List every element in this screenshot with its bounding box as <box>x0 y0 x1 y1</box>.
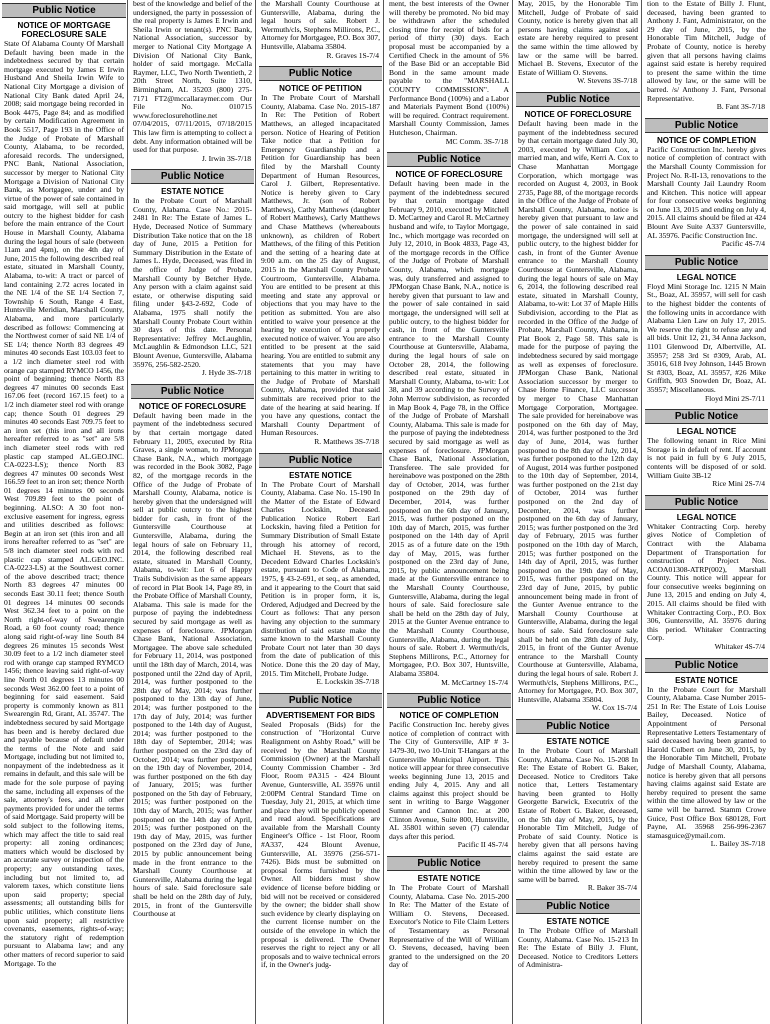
legal-notice <box>518 917 638 970</box>
column-1 <box>0 0 128 1024</box>
notice-body: Default having been made in the payment of the indebtedness secured by that certain mortgage dated February 9, 2010, executed by Mitchell D. McCartney and Carol R. McCartney husband and wife, to Taylor Mortgage, Inc., which mortgage was recorded on July 12, 2010, in Book 4833, Page 43, of the mortgage records in the Office of the Judge of Probate of Marshall County, Alabama, which mortgage was, duly transferred and assigned to JPMorgan Chase Bank, N.A., notice is hereby given that pursuant to law and the power of sale contained in said mortgage, the undersigned will sell at public outcry, to the highest bidder for cash, in front of the Guntersville entrance to the Marshall County Courthouse at Guntersville, Alabama, during the legal hours of sale on October 28, 2014, the following described real estate, situated in Marshall County, Alabama, to-wit: Lot 38, and 39 according to the Survey of John Merrow subdivision, as recorded in Map Book 4, Page 78, in the Office of the Judge of Probate of Marshall County, Alabama. This sale is made for the purpose of paying the indebtedness secured by said mortgage as well as expenses of foreclosure. JPMorgan Chase Bank, National Association, Transferee. The sale provided for hereinabove was postponed on the 28th day of October, 2014, was further postponed on the 29th day of December, 2014, was further postponed on the 6th day of January, 2015, was further postponed on the 10th day of March, 2015, was further postponed on the 14th day of April 2015 as of a future date on the 19th day of May, 2015, was further postponed on the 23rd day of June, 2015, by public announcement being made at the Guntersville entrance to the Marshall County Courthouse, Guntersville, Alabama, during the legal hours of sale. Said foreclosure sale shall be held on the 28th day of July, 2015 at the Gunter Avenue entrance to the Marshall County Courthouse, Guntersville, Alabama, during the legal hours of sale. Robert J. Wermuth/cls, Stephens Millirons, P.C., Attorney for Mortgagee, P.O. Box 307, Huntsville, Alabama 35804. <box>389 179 509 678</box>
notice-signature: R. Matthews 3S-7/18 <box>314 436 379 446</box>
legal-notice <box>261 471 380 687</box>
notice-title: NOTICE OF MORTGAGE FORECLOSURE SALE <box>17 21 111 39</box>
notice-signature: W. Cox 1S-7/4 <box>591 703 637 713</box>
notice-title: LEGAL NOTICE <box>676 272 737 282</box>
legal-notice <box>389 0 509 146</box>
notice-body: State Of Alabama County Of Marshall Default having been made in the indebtedness secured by that certain mortgage executed by James E Irwin Husband And Sheila Irwin Wife to National City Mortgage a division of National City Bank dated April 24, 2008; said mortgage being recorded in Book 4475, Page 84; and as modified by certain Modification Agreement in Book 5517, Page 193 in the Office of the Judge of Probate of Marshall County, Alabama, to be recorded, aforesaid records. The undersigned, PNC Bank, National Association, successor by merger to National City Mortgage a Division of National City Bank, as Mortgagee, under and by virtue of the power of sale contained in said mortgage, will sell at public outcry to the highest bidder for cash before the main entrance of the Court House in Marshall County, Alabama during the legal hours of sale (between 11am and 4pm), on the 4th day of June, 2015 the following described real estate, situated in Marshall County, Alabama, to-wit: A tract or parcel of land containing 2.72 acres located in the NE 1/4 of the SE 1/4 Section 7, Township 6 South, Range 4 East, Huntsville Meridian, Marshall County, Alabama, and more particularly described as follows: Commencing at the Northwest corner of said NE 1/4 of SE 1/4; thence North 83 degrees 49 minutes 40 seconds East 103.03 feet to a 1/2 inch diameter steel rod with orange cap stamped RYMCO 1456, the point of beginning; thence North 83 degrees 47 minutes 00 seconds East 167.06 feet (record 167.15 feet) to a 1/2 inch diameter steel rod with orange cap; thence South 01 degrees 29 minutes 40 seconds East 709.75 feet to an iron set (this iron and all irons hereafter referred to as "set" are 5/8 inch diameter steel rods with red plastic cap stamped AL.GEO.INC. CA-0223-LS); thence North 83 degrees 47 minutes 00 seconds West 166.59 feet to an iron set; thence North 01 degrees 14 minutes 00 seconds West 709.89 feet to the point of beginning. ALSO: A 30 foot non-exclusive easement for ingress, egress and utilities described as follows: Begin at an iron set (this iron and all irons hereafter referred to as "set" are 5/8 inch diameter steel rods with red plastic cap stamped AL.GEO.INC. CA-0223-LS) at the Southwest corner of the above described tract; thence North 83 degrees 47 minutes 00 seconds East 30.11 feet; thence South 01 degrees 14 minutes 00 seconds West 362.34 feet to a point on the North right-of-way of Swearengin Road, a 60 foot county road; thence along said right-of-way line South 84 degrees 26 minutes 15 seconds West 30.09 feet to a 1/2 inch diameter steel rod with orange cap stamped RYMCO 1456; thence leaving said right-of-way line North 01 degrees 13 minutes 00 seconds West 362.00 feet to a point of beginning for said easement. Said property is commonly known as 811 Swearengin Rd, Grant, AL 35747. The indebtedness secured by said Mortgage has been and is hereby declared due and payable because of default under the terms of the Note and said Mortgage, including but not limited to, nonpayment of the indebtedness as it remains in default, and this sale will be made for the sole purpose of paying the same, including all expenses of the sale, attorney's fees, and all other payments provided for under the terms of said Mortgage. Said property will be sold subject to the following items, which may affect the title to said real property: all zoning ordinances; matters which would be disclosed by an accurate survey or inspection of the property; any outstanding taxes, including but not limited to, ad valorem taxes, which constitute liens upon said property; special assessments; all outstanding bills for public utilities, which constitute liens upon said property; all restrictive covenants, easements, rights-of-way; the statutory right of redemption pursuant to Alabama law; and any other matters of record superior to said Mortgage. To the <box>4 39 124 968</box>
notice-signature: R. Baker 3S-7/4 <box>587 883 637 893</box>
notice-title: NOTICE OF FORECLOSURE <box>138 401 247 411</box>
notice-signature: B. Fant 3S-7/18 <box>716 102 765 112</box>
notice-body: In the Probate Court of Marshall County, Alabama. Case No. 15-208 In Re: The Estate of Robert G. Baker, Deceased. Notice to Creditors Take notice that, Letters Testamentary having been granted to Holly Georgette Barwick, Executrix of the Estate of Robert G. Baker, deceased, on the 5th day of May, 2015, by the Honorable Tim Mitchell, Judge of Probate of said County. Notice is hereby given that all persons having claims against the said estate are hereby required to present the same within the time allowed by law or the same will be barred. <box>518 745 638 884</box>
legal-notice <box>518 737 638 893</box>
notice-body: The following tenant in Rice Mini Storage is in default of rent. If account is not paid in full by 6 July 2015, contents will be disposed of or sold. William Guite 3B-12 <box>647 436 766 480</box>
section-header: Public Notice <box>387 856 511 871</box>
legal-notice <box>133 0 252 163</box>
notice-title: NOTICE OF COMPLETION <box>399 711 499 721</box>
notice-body: Pacific Construction Inc. hereby gives notice of completion of contract with the Marshall County Commission for Project No. R-II-13, renovations to the Marshall County Jail Laundry Room and Kitchen. This notice will appear for four consecutive weeks beginning on June 13, 2015 and ending on July 4, 2015. All claims should be filed at 424 Blount Ave Suite A337 Guntersville, AL 35976. Pacific Construction Inc. <box>647 144 766 240</box>
notice-signature: M. McCartney 1S-7/4 <box>441 677 508 687</box>
section-header: Public Notice <box>645 118 768 133</box>
section-header: Public Notice <box>387 152 511 167</box>
notice-title: NOTICE OF FORECLOSURE <box>524 109 632 119</box>
notice-signature: R. Graves 1S-7/4 <box>326 50 379 60</box>
notice-body: tion to the Estate of Billy J. Flunt, deceased, having been granted to Anthony J. Fant, Administrator, on the 29 day of June, 2015, by the Honorable Tim Mitchell, Judge of Probate of County, notice is hereby given that all persons having claims against said estate is hereby required to present the same within the time allowed by law, or the same will be barred. /s/ Anthony J. Fant, Personal Representative. <box>647 0 766 103</box>
notice-signature: E. Lockskin 3S-7/18 <box>316 677 379 687</box>
section-header: Public Notice <box>2 3 126 18</box>
notice-signature: L. Bailey 3S-7/18 <box>710 839 765 849</box>
legal-notice <box>647 136 766 249</box>
section-header: Public Notice <box>645 409 768 424</box>
notice-title: ESTATE NOTICE <box>417 874 481 884</box>
section-header: Public Notice <box>516 92 640 107</box>
notice-signature: J. Irwin 3S-7/18 <box>201 153 251 163</box>
notice-body: Default having been made in the payment of the indebtedness secured by that certain mortgage dated February 11, 2005, executed by Rita Graves, a single woman, to JPMorgan Chase Bank, N.A., which mortgage was recorded in the Book 3082, Page 82, of the mortgage records in the Office of the Judge of Probate of Marshall County, Alabama, notice is hereby given that the undersigned will sell at public outcry to the highest bidder for cash, in front of the Guntersville Courthouse at Guntersville, Alabama, during the legal hours of sale on February 11, 2014, the following described real estate, situated in Marshall County, Alabama, to-wit: Lot 6 of Happy Trails Subdivision as the same appears of record in Plat Book 14, Page 89, in the Probate Office of Marshall County, Alabama. This sale is made for the purpose of paying the indebtedness secured by said mortgage as well as expenses of foreclosure. JPMorgan Chase Bank, National Association, Mortgagee. The above sale scheduled for February 11, 2014, was postponed until the 18th day of March, 2014, was postponed until the 22nd day of April, 2014, was further postponed to the 28th day of May, 2014; was further postponed to the 13th day of June, 2014; was further postponed to the 17th day of July, 2014; was further postponed to the 14th day of August, 2014; was further postponed to the 18th day of September, 2014; was further postponed on the 23rd day of October, 2014; was further postponed on the 19th day of November, 2014, was further postponed on the 6th day of January, 2015; was further postponed on the 5th day of February, 2015; was further postponed on the 10th day of March, 2015; was further postponed on the 14th day of April, 2015; was further postponed on the 19th day of May, 2015, was further postponed on the 23rd day of June, 2015 by public announcement being made in the front entrance to the Marshall County Courthouse at Guntersville, Alabama during the legal hours of sale. Said foreclosure sale shall be held on the 28th day of July, 2015, in front of the Guntersville Courthouse at <box>133 410 252 919</box>
section-header: Public Notice <box>259 693 382 708</box>
section-header: Public Notice <box>259 453 382 468</box>
legal-notice <box>261 711 380 970</box>
notice-body: In the Probate Court for Marshall County, Alabama. Case Number 2015-251 In Re: The Estate of Lois Louise Bailey, Deceased. Notice of Appointment of Personal Representative Letters Testamentary of said deceased having been granted to Harold Culbert on June 30, 2015, by the Honorable Tim Mitchell, Probate Judge of Marshall County, Alabama, notice is hereby given that all persons having claims against said Estate are hereby required to present the same within the time allowed by law or the same will be barred. Stamm Crowe Guice, Post Office Box 680128, Fort Payne, AL 35968 256-996-2367 stamasguice@ymail.com. <box>647 684 766 840</box>
section-header: Public Notice <box>645 658 768 673</box>
column-3 <box>257 0 384 1024</box>
section-header: Public Notice <box>516 719 640 734</box>
legal-notice <box>647 273 766 403</box>
legal-notice <box>389 874 509 970</box>
notice-title: LEGAL NOTICE <box>676 512 737 522</box>
notice-title: NOTICE OF COMPLETION <box>656 135 757 145</box>
column-5 <box>514 0 642 1024</box>
notice-body: May, 2015, by the Honorable Tim Mitchell, Judge of Probate of said County, notice is hereby given that all persons having claims against said estate are hereby required to present the same within the time allowed by law or the same will be barred. Michael B. Stevens, Executor of the Estate of William O. Stevens. <box>518 0 638 77</box>
notice-body: In The Probate Court of Marshall County, Alabama. Case No. 2015-187 In Re: The Petition of Robert Matthews, an alleged incapacitated person. Notice of Hearing of Petition Take notice that a Petition for Emergency Guardianship and a Petition for Guardianship has been filed by the Marshall County Department of Human Resources, Carol J. Gilbert, Representative. Notice is hereby given to Cary Matthews, Jr. (son of Robert Matthews), Cathy Matthews (daughter of Robert Matthews), Carly Matthews and Chase Matthews (whereabouts unknown), as children of Robert Matthews, of the filing of this Petition and the setting of a hearing date at 9:00 a.m. on the 25 day of August, 2015 in the Marshall County Probate Courtroom, Guntersville, Alabama. You are entitled to be present at this meeting and state any approval or objections that you may have to the petition as submitted. You are also entitled to waive your presence at the hearing by execution of a properly executed notice of waiver. You are also entitled to be present at the said hearing. You are entitled to submit any statements that you may have pertaining to this matter in writing to the Judge of Probate of Marshall County, Alabama, provided that said submittals are received prior to the date of the hearing at said hearing. If you have any questions, contact the Marshall County Department of Human Resources. <box>261 93 380 438</box>
section-header: Public Notice <box>131 169 254 184</box>
column-4 <box>385 0 513 1024</box>
notice-title: NOTICE OF FORECLOSURE <box>395 170 503 180</box>
notice-title: ESTATE NOTICE <box>546 736 610 746</box>
notice-body: In the Probate Court of Marshall County, Alabama. Case No.: 2015-2481 In Re: The Estate of James L. Hyde, Deceased Notice of Summary Distribution Take notice that on the 18 day of June, 2015 a Petition for Summary Distribution in the Estate of James L. Hyde, Deceased, was filed in the office of Judge of Probate, Marshall County by Betcher Hyde. Any person with a claim against said estate, or otherwise disputing said filing under §43-2-692, Code of Alabama, 1975 shall notify the Marshall County Probate Court within 30 days of this date. Personal Representative: Jeffrey McLaughlin, McLaughlin & Edmondson LLC, 521 Blount Avenue, Guntersville, Alabama 35976, 256-582-2520. <box>133 196 252 369</box>
legal-notice <box>518 110 638 713</box>
notice-signature: Floyd Mini 2S-7/11 <box>704 393 765 403</box>
notice-body: In The Probate Court of Marshall County, Alabama. Case No. 15-190 In the Matter of the Estate of Edward Charles Lockskin, Deceased. Publication Notice Robert Earl Lockskin, having filed a Petition for Summary Distribution of Small Estate through his attorney of record, Michael H. Stevens, as to the Decedent Edward Charles Lockskin's estate, pursuant to Code of Alabama, 1975, § 43-2-691, et seq., as amended, and it appearing to the Court that said Petition is in proper form, it is, Ordered, Adjudged and Decreed by the Court as follows: That any person having any objection to the summary distribution of said estate make the same known to the Marshall County Probate Court not later than 30 days from the date of publication of this Notice. Done this the 20 day of May, 2015. Tim Mitchell, Probate Judge. <box>261 479 380 678</box>
notice-signature: Whitaker 4S-7/4 <box>714 642 765 652</box>
legal-notice <box>133 402 252 919</box>
notice-signature: Rice Mini 2S-7/4 <box>712 479 765 489</box>
notice-body: Default having been made in the payment of the indebtedness secured by that certain mortgage dated July 30, 2003, executed by William Cox, a married man, and wife, Kerri A. Cox to Chase Manhattan Mortgage Corporation, which mortgage was recorded on August 4, 2003, in Book 2735, Page 88, of the mortgage records in the Office of the Judge of Probate of Marshall County, Alabama, notice is hereby given that pursuant to law and the power of sale contained in said mortgage, the undersigned will sell at public outcry, to the highest bidder for cash, in front of the Gunter Avenue entrance to the Marshall County Courthouse at Guntersville, Alabama, during the legal hours of sale on May 6, 2014, the following described real estate, situated in Marshall County, Alabama, to-wit: Lot 37 of Maple Hills Subdivision, according to the Plat as recorded in the Office of the Judge of Probate, Marshall County, Alabama, in Plat Book 2, Page 58. This sale is made for the purpose of paying the indebtedness secured by said mortgage as well as expenses of foreclosure. JPMorgan Chase Bank, National Association successor by merger to Chase Home Finance, LLC successor by merger to Chase Manhattan Mortgage Corporation, Mortgagee. The sale provided for hereinabove was postponed on the 6th day of May, 2014, was further postponed to the 3rd day of June, 2014, was further postponed to the 8th day of July, 2014, was further postponed to the 12th day of August, 2014 was further postponed to the 10th day of September, 2014, was further postponed on the 21st day of October, 2014 was further postponed on the 2nd day of December, 2014, was further postponed on the 6th day of January, 2015; was further postponed on the 3rd day of February, 2015 was further postponed on the 10th day of March, 2015; was further postponed on the 14th day of April, 2015, was further postponed on the 19th day of May, 2015, was further postponed on the 23rd day of June, 2015, by public announcement being made in front of the Gunter Avenue entrance to the Marshall County Courthouse at Guntersville, Alabama, during the legal hours of sale. Said foreclosure sale shall be held on the 28th day of July, 2015, in front of the Gunter Avenue entrance to the Marshall County Courthouse at Guntersville, Alabama, during the legal hours of sale. Robert J. Wermuth/cls, Stephens Millirons, P.C., Attorney for Mortgagee, P.O. Box 307, Huntsville, Alabama 35804. <box>518 118 638 704</box>
legal-notice <box>647 676 766 849</box>
notice-signature: Pacific II 4S-7/4 <box>457 840 508 850</box>
legal-notice <box>261 0 380 60</box>
notice-title: NOTICE OF PETITION <box>279 84 362 94</box>
notice-body: Floyd Mini Storage Inc. 1215 N Main St., Boaz, AL 35957, will sell for cash to the highest bidder the contents of the following units in accordance with Alabama Lien Law on July 17, 2015. We reserve the right to refuse any and all bids. Unit 12, 21, 34 Anna Jackson, 1101 Glenwood Dr, Albertville, AL 35957; 258 3rd St #309, Arab, AL 35016, 618 Ivey Johnson, 1445 Brown St #303, Boaz, AL 35957, #26 Mike Griffith, 903 Snowden Dr, Boaz, AL 35957; Miscellaneous. <box>647 281 766 394</box>
notice-title: ESTATE NOTICE <box>289 470 352 480</box>
legal-notice <box>389 711 509 850</box>
legal-notice <box>647 0 766 112</box>
legal-notice <box>389 170 509 687</box>
notice-body: Sealed Proposals (Bids) for the construction of "Horizontal Curve Realignment on Ashby Road," will be received by the Marshall County Commission (Owner) at the Marshall County Commission Chamber - 3rd Floor, Room #A315 - 424 Blount Avenue, Guntersville, AL 35976 until 2:00PM Central Standard Time on Tuesday, July 21, 2015, at which time and place they will be publicly opened and read aloud. Specifications are available from the Marshall County Engineer's Office - 1st Floor, Room #A337, 424 Blount Avenue, Guntersville, AL 35976 (256-571-7426). Bids must be submitted on proposal forms furnished by the Owner. All bidders must show evidence of license before bidding or bid will not be received or considered by the owner; the bidder shall show such evidence by clearly displaying on the current license number on the outside of the envelope in which the proposal is delivered. The Owner reserves the right to reject any or all proposals and to waive technical errors if, in the Owner's judg- <box>261 719 380 970</box>
legal-notice <box>261 84 380 446</box>
notice-signature: J. Hyde 3S-7/18 <box>201 368 251 378</box>
notice-signature: W. Stevens 3S-7/18 <box>577 76 637 86</box>
section-header: Public Notice <box>516 899 640 914</box>
notice-title: ESTATE NOTICE <box>675 675 738 685</box>
section-header: Public Notice <box>645 255 768 270</box>
section-header: Public Notice <box>645 495 768 510</box>
column-2 <box>129 0 256 1024</box>
notice-signature: MC Comm. 3S-7/18 <box>445 136 508 146</box>
notice-title: ESTATE NOTICE <box>546 917 610 926</box>
notice-signature: Pacific 4S-7/4 <box>721 239 765 249</box>
section-header: Public Notice <box>131 384 254 399</box>
notice-body: In The Probate Court of Marshall County, Alabama. Case No. 2015-200 In Re: The Matter of the Estate of William O. Stevens, Deceased. Executor's Notice to File Claim Letters of Testamentary as Personal Representative of the Will of William O. Stevens, deceased, having been granted to the undersigned on the 20 day of <box>389 883 509 970</box>
notice-title: ESTATE NOTICE <box>161 187 224 197</box>
notice-body: the Marshall County Courthouse at Guntersville, Alabama, during the legal hours of sale. Robert J. Wermuth/cls, Stephens Millirons, P.C., Attorney for Mortgagee, P.O. Box 307, Huntsville, Alabama 35804. <box>261 0 380 51</box>
notice-body: ment, the best interests of the Owner will thereby be promoted. No bid may be withdrawn after the scheduled closing time for receipt of bids for a period of thirty (30) days. Each proposal must be accompanied by a Certified Check in the amount of 5% of the Base Bid or an acceptable Bid Bond in the same amount made payable to the "MARSHALL COUNTY COMMISSION". A Performance Bond (100%) and a Labor and Materials Payment Bond (100%) will be required. Contract requirement. Marshall County Commission, James Hutcheson, Chairman. <box>389 0 509 137</box>
legal-notice <box>647 513 766 652</box>
notice-body: best of the knowledge and belief of the undersigned, the party in possession of the real property is James E Irwin and Sheila Irwin or tenant(s). PNC Bank, National Association, successor by merger to National City Mortgage A Division Of National City Bank, holder of said mortgage. McCalla Raymer, LLC, Two North Twentieth, 2 20th Street North, Suite 1310, Birmingham, AL 35203 (800) 275-7171 FT2@mccallaraymer.com Our File No. 010715 www.foreclosurehotline.net 07/04/2015, 07/11/2015, 07/18/2015 This law firm is attempting to collect a debt. Any information obtained will be used for that purpose. <box>133 0 252 155</box>
legal-notice <box>518 0 638 86</box>
section-header: Public Notice <box>387 693 511 708</box>
notice-title: LEGAL NOTICE <box>676 427 737 437</box>
notice-title: ADVERTISEMENT FOR BIDS <box>266 710 375 720</box>
notice-body: In The Probate Office of Marshall County, Alabama. Case No. 15-213 In Re: The Estate of Billy J. Flunt, Deceased. Notice to Creditors Letters of Administra- <box>518 926 638 970</box>
section-header: Public Notice <box>259 66 382 81</box>
notice-body: Pacific Construction Inc. hereby gives notice of completion of contract with The City of Guntersville, AIP # 3-1479-30, two 10-Unit T-Hangars at the Guntersville Municipal Airport. This notice will appear for three consecutive weeks beginning June 13, 2015 and ending July 4, 2015. Any and all claims against this project should be sent in writing to Barge Waggoner Sumner and Cannon Inc. at 200 Clinton Avenue, Suite 800, Huntsville, AL 35801 within seven (7) calendar days after this period. <box>389 720 509 841</box>
legal-notice <box>4 21 124 968</box>
notice-body: Whitaker Contracting Corp. hereby gives Notice of Completion of Contract with the Alabama Department of Transportation for construction of Project Nos. ACOA01308-ATRP(002), Marshall County. This notice will appear for four consecutive weeks beginning on June 13, 2015 and ending on July 4, 2015. All claims should be filed with Whitaker Contracting Corp., P.O. Box 306, Guntersville, AL 35976 during this period. Whitaker Contracting Corp. <box>647 521 766 643</box>
column-6 <box>643 0 770 1024</box>
legal-notice <box>647 427 766 489</box>
legal-notice <box>133 187 252 377</box>
